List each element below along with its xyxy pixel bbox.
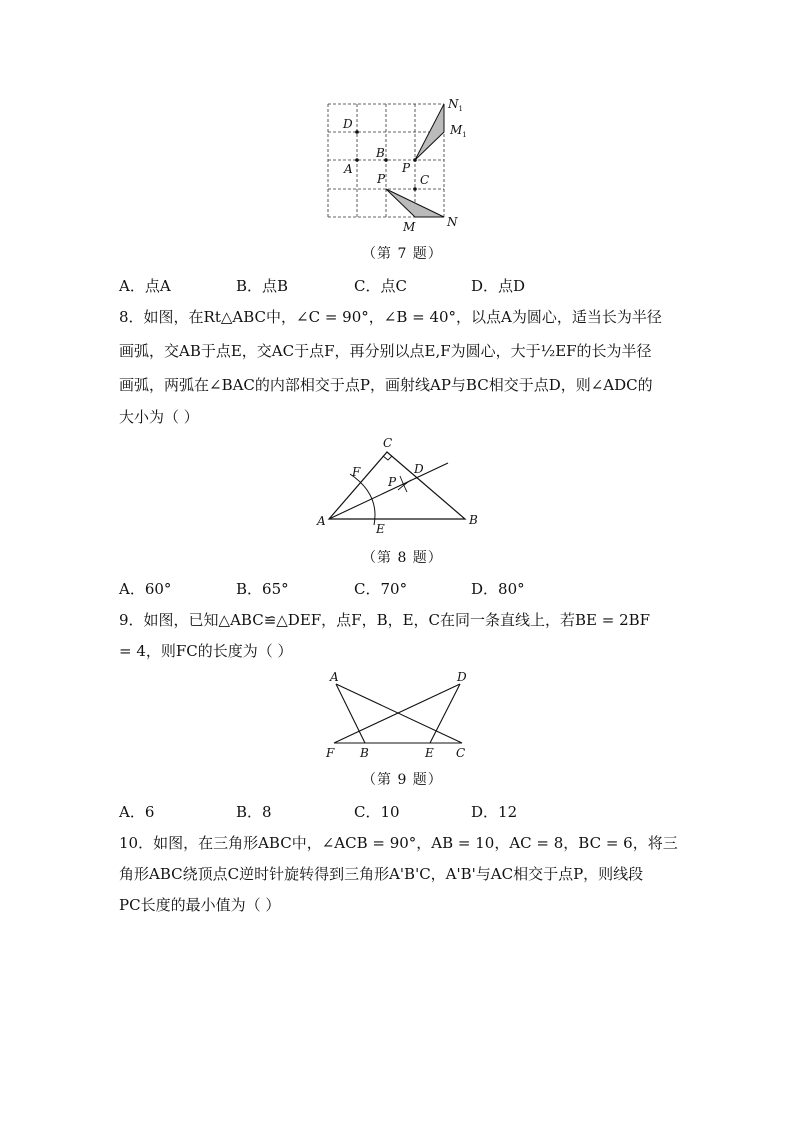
q9-choice-b[interactable]: B．8 <box>236 803 272 821</box>
point-B-label: B <box>376 146 385 160</box>
right-angle-mark <box>383 456 392 460</box>
q7-choice-b[interactable]: B．点B <box>236 277 289 295</box>
q9-label-D: D <box>457 670 467 684</box>
segment-AB <box>336 684 365 743</box>
q8-triangle-figure <box>312 432 487 537</box>
q9-label-F: F <box>326 746 335 760</box>
q7-grid-figure <box>320 96 480 236</box>
segment-DF <box>334 684 460 743</box>
q8-label-A: A <box>317 514 326 528</box>
q9-text-line-2: = 4，则FC的长度为（ ） <box>119 642 293 660</box>
q8-choice-d[interactable]: D．80° <box>471 580 525 598</box>
q8-text-line-2: 画弧，交AB于点E，交AC于点F，再分别以点E,F为圆心，大于½EF的长为半径 <box>119 342 652 360</box>
q8-label-B: B <box>469 513 478 527</box>
q10-text-line-2: 角形ABC绕顶点C逆时针旋转得到三角形A'B'C，A'B'与AC相交于点P，则线段 <box>119 865 644 883</box>
q8-choice-b[interactable]: B．65° <box>236 580 289 598</box>
point-N-label: N <box>447 215 458 229</box>
q9-label-B: B <box>360 746 369 760</box>
point-D-label: D <box>343 117 353 131</box>
q9-choice-a[interactable]: A．6 <box>119 803 155 821</box>
q7-choice-d[interactable]: D．点D <box>471 277 526 295</box>
q8-text-line-4: 大小为（ ） <box>119 408 199 426</box>
q8-text-line-1: 8．如图，在Rt△ABC中，∠C = 90°，∠B = 40°，以点A为圆心，适当长为半径 <box>119 308 662 326</box>
point-M-label: M <box>403 220 416 234</box>
q9-triangles-figure <box>320 666 475 762</box>
point-C-label: C <box>420 173 430 187</box>
q9-choice-d[interactable]: D．12 <box>471 803 518 821</box>
q7-choice-c[interactable]: C．点C <box>354 277 407 295</box>
q9-label-C: C <box>456 746 466 760</box>
q9-choice-c[interactable]: C．10 <box>354 803 400 821</box>
point-A-label: A <box>344 162 353 176</box>
segment-AC <box>336 684 462 743</box>
point-N1-label: $N_1$ <box>448 97 463 113</box>
q8-caption: （第 8 题） <box>362 550 443 566</box>
q8-label-C: C <box>383 436 393 450</box>
q9-label-A: A <box>330 670 339 684</box>
ray-AP <box>329 463 448 519</box>
q8-label-D: D <box>414 462 424 476</box>
q10-text-line-1: 10．如图，在三角形ABC中，∠ACB = 90°，AB = 10，AC = 8，BC = 6，将三 <box>119 834 678 852</box>
point-P-upper-label: P <box>402 161 411 175</box>
q8-choice-a[interactable]: A．60° <box>119 580 172 598</box>
segment-DE <box>430 684 460 743</box>
q8-label-F: F <box>352 465 361 479</box>
q9-caption: （第 9 题） <box>362 772 443 788</box>
point-P-lower-label: P <box>377 172 386 186</box>
q8-label-P: P <box>388 475 397 489</box>
point-M1-label: $M_1$ <box>450 123 467 139</box>
q8-label-E: E <box>376 522 385 536</box>
q7-choice-a[interactable]: A．点A <box>119 277 171 295</box>
q9-text-line-1: 9．如图，已知△ABC≌△DEF，点F，B，E，C在同一条直线上，若BE = 2BF <box>119 611 651 629</box>
q10-text-line-3: PC长度的最小值为（ ） <box>119 896 281 914</box>
q7-caption: （第 7 题） <box>362 246 443 262</box>
lower-shaded-triangle <box>386 189 444 217</box>
q9-label-E: E <box>425 746 434 760</box>
q8-choice-c[interactable]: C．70° <box>354 580 408 598</box>
q8-text-line-3: 画弧，两弧在∠BAC的内部相交于点P，画射线AP与BC相交于点D，则∠ADC的 <box>119 376 653 394</box>
